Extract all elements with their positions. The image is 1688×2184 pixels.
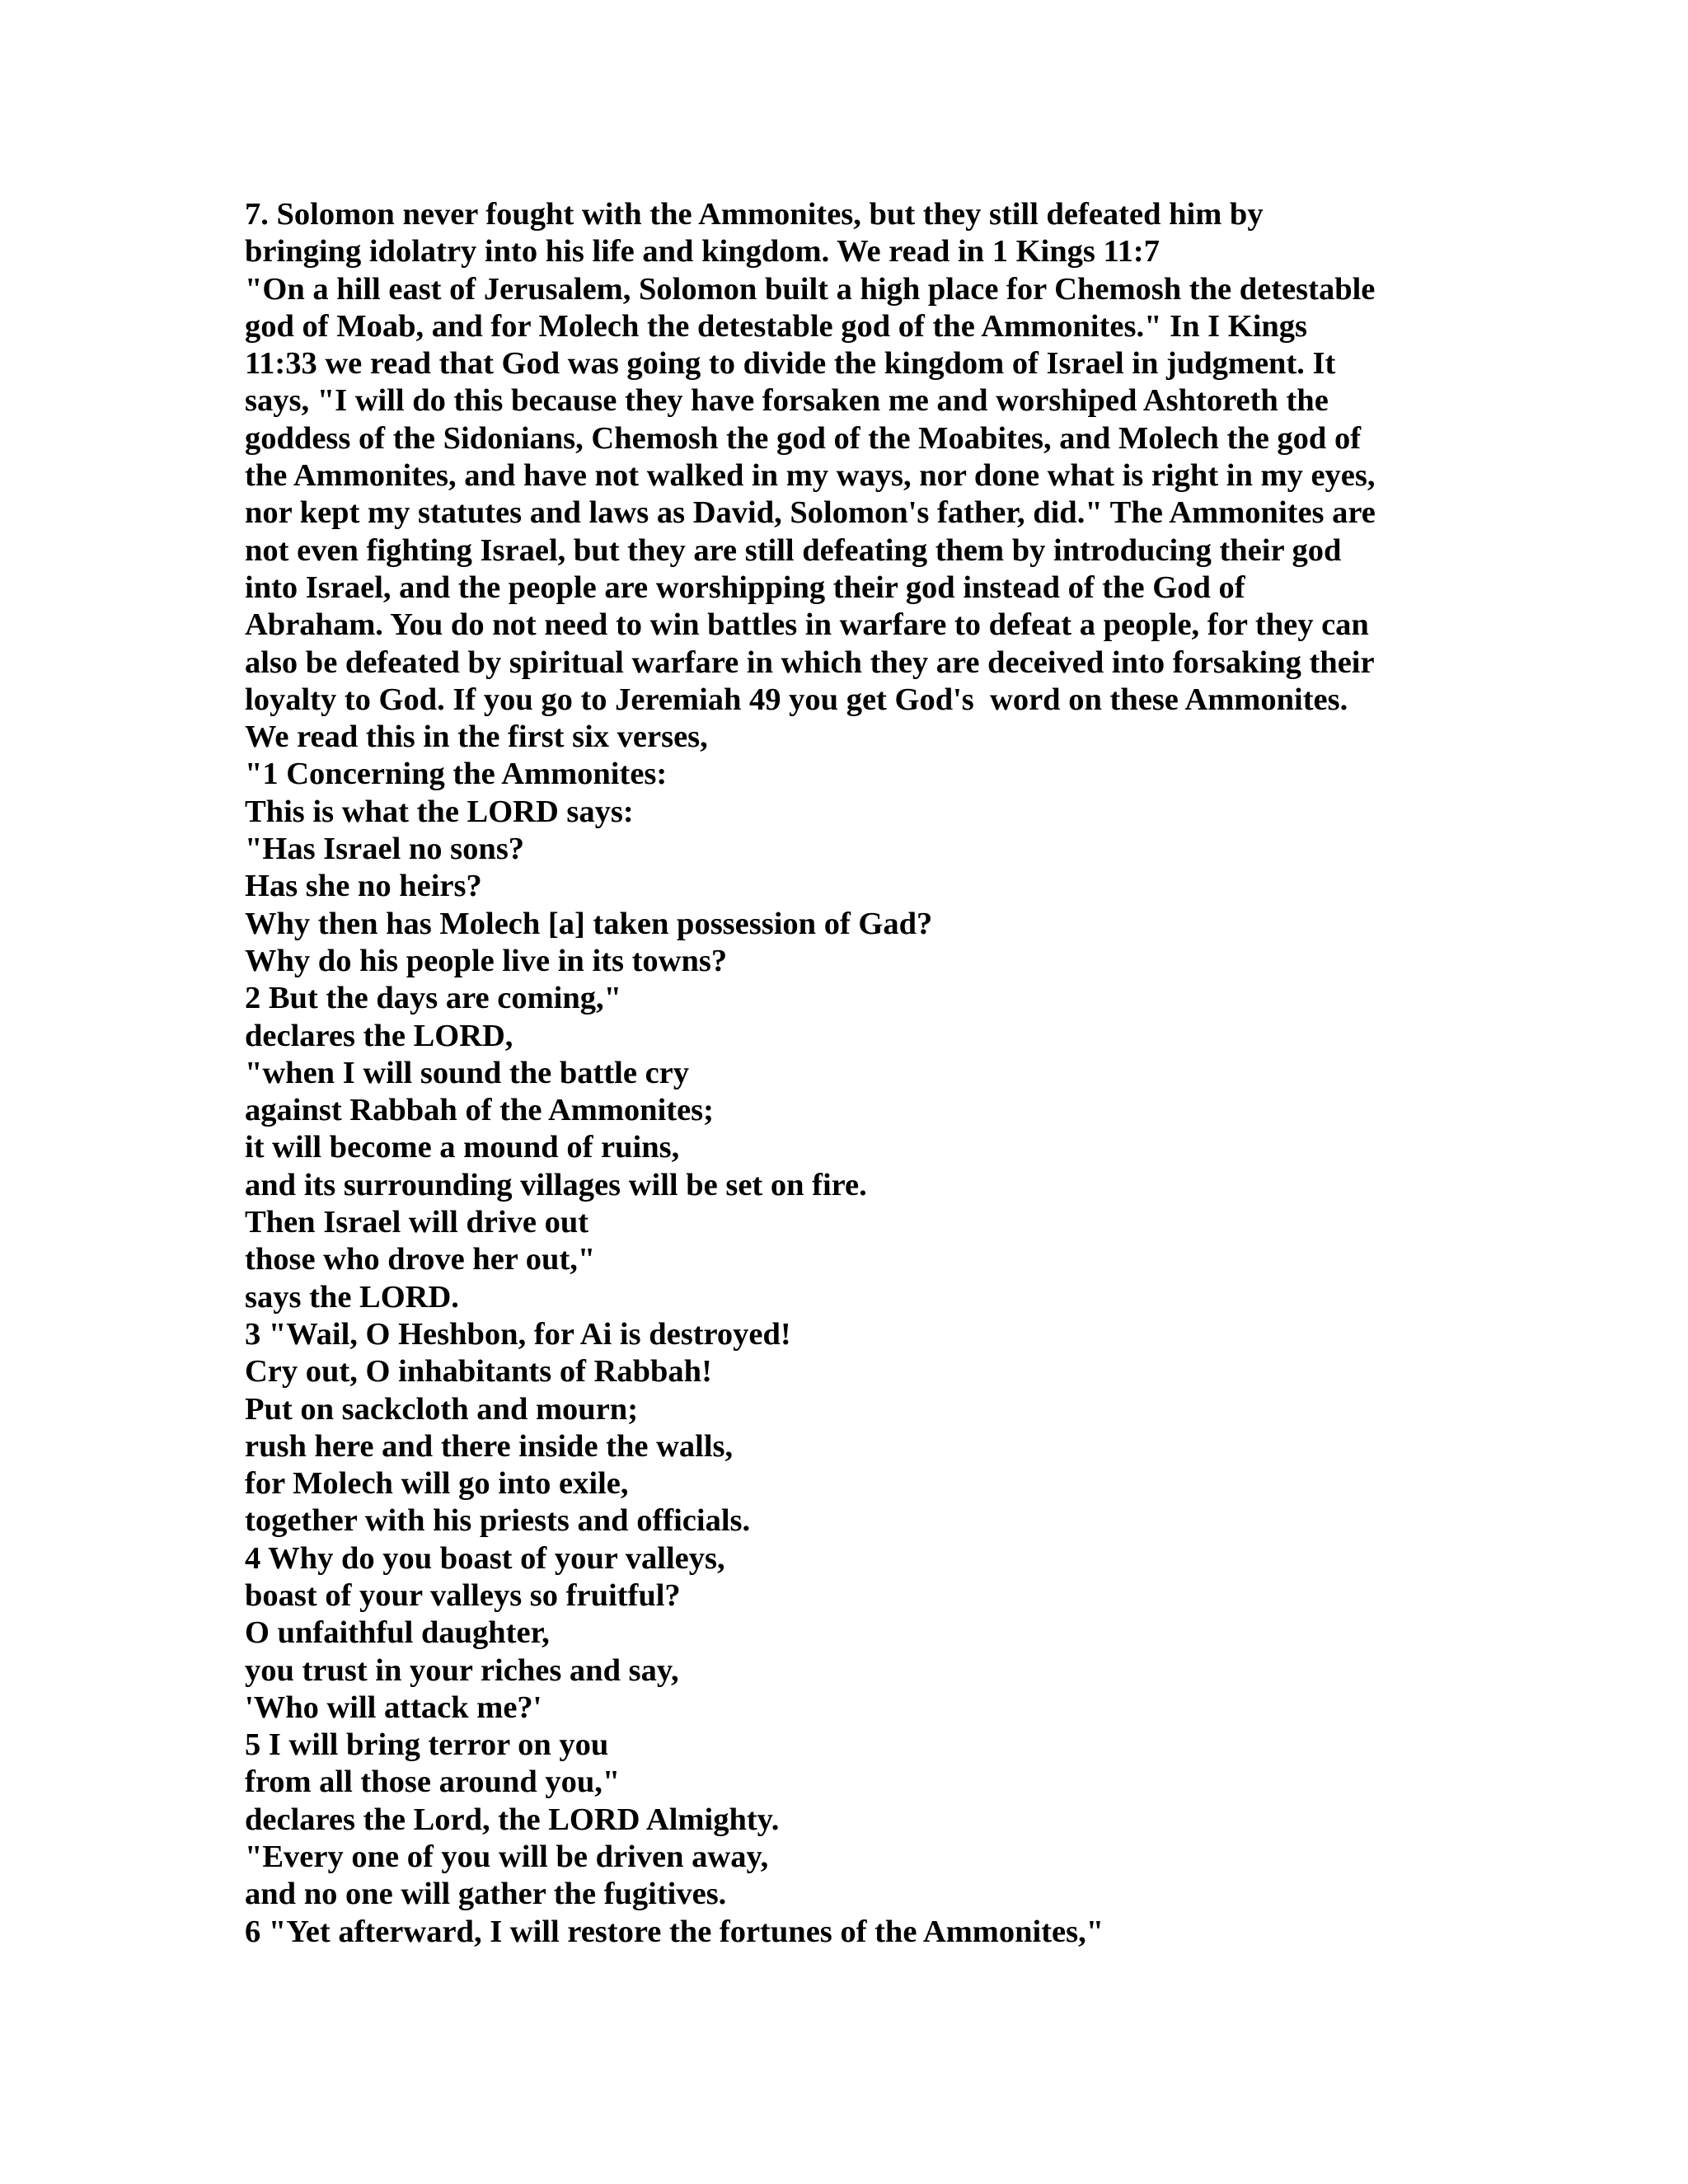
text-line: not even fighting Israel, but they are still defeating them by introducing their god (245, 532, 1342, 568)
text-line: Why do his people live in its towns? (245, 943, 728, 978)
text-line: the Ammonites, and have not walked in my ways, nor done what is right in my eyes, (245, 458, 1376, 494)
body-text (245, 196, 1448, 1951)
text-line: 11:33 we read that God was going to divide the kingdom of Israel in judgment. It (245, 346, 1336, 382)
text-line: Then Israel will drive out (245, 1205, 589, 1240)
text-line: declares the Lord, the LORD Almighty. (245, 1802, 780, 1837)
text-line: We read this in the first six verses, (245, 719, 708, 755)
text-line: bringing idolatry into his life and kingdom. We read in 1 Kings 11:7 (245, 234, 1160, 269)
text-line: 6 "Yet afterward, I will restore the fortunes of the Ammonites," (245, 1914, 1104, 1949)
text-line: 4 Why do you boast of your valleys, (245, 1540, 725, 1576)
text-line: from all those around you," (245, 1765, 621, 1800)
text-line: boast of your valleys so fruitful? (245, 1577, 681, 1613)
text-line: Put on sackcloth and mourn; (245, 1391, 639, 1427)
text-line: Cry out, O inhabitants of Rabbah! (245, 1354, 712, 1390)
text-line: 3 "Wail, O Heshbon, for Ai is destroyed! (245, 1316, 791, 1352)
text-line: loyalty to God. If you go to Jeremiah 49 you get God's word on these Ammonites. (245, 682, 1348, 717)
text-line: it will become a mound of ruins, (245, 1130, 680, 1165)
text-line: says, "I will do this because they have forsaken me and worshiped Ashtoreth the (245, 383, 1329, 419)
text-line: says the LORD. (245, 1279, 459, 1315)
text-line: also be defeated by spiritual warfare in which they are deceived into forsaking their (245, 644, 1375, 680)
text-line: rush here and there inside the walls, (245, 1428, 734, 1464)
text-line: against Rabbah of the Ammonites; (245, 1093, 714, 1128)
text-line: 2 But the days are coming," (245, 981, 621, 1016)
text-line: Why then has Molech [a] taken possession of Gad? (245, 906, 933, 941)
text-line: for Molech will go into exile, (245, 1466, 629, 1502)
text-line: 7. Solomon never fought with the Ammonites, but they still defeated him by (245, 197, 1264, 232)
text-line: O unfaithful daughter, (245, 1615, 550, 1651)
text-line: together with his priests and officials. (245, 1503, 751, 1539)
text-line: you trust in your riches and say, (245, 1652, 679, 1688)
text-line: goddess of the Sidonians, Chemosh the god of the Moabites, and Molech the god of (245, 420, 1362, 456)
text-line: Has she no heirs? (245, 869, 482, 904)
text-line: nor kept my statutes and laws as David, Solomon's father, did." The Ammonites are (245, 495, 1376, 531)
text-line: 5 I will bring terror on you (245, 1727, 609, 1763)
text-line: and its surrounding villages will be set on fire. (245, 1167, 867, 1202)
text-line: 'Who will attack me?' (245, 1690, 542, 1725)
text-line: "On a hill east of Jerusalem, Solomon built a high place for Chemosh the detestable (245, 271, 1376, 307)
text-line: and no one will gather the fugitives. (245, 1877, 727, 1912)
text-line: This is what the LORD says: (245, 794, 634, 829)
text-line: Abraham. You do not need to win battles in warfare to defeat a people, for they can (245, 607, 1369, 643)
text-line: "when I will sound the battle cry (245, 1055, 690, 1090)
text-line: god of Moab, and for Molech the detestable god of the Ammonites." In I Kings (245, 308, 1308, 344)
text-line: "1 Concerning the Ammonites: (245, 757, 668, 792)
text-line: "Has Israel no sons? (245, 832, 525, 867)
text-line: into Israel, and the people are worshipping their god instead of the God of (245, 569, 1245, 605)
text-line: those who drove her out," (245, 1242, 596, 1277)
text-line: declares the LORD, (245, 1018, 513, 1053)
text-line: "Every one of you will be driven away, (245, 1840, 769, 1875)
